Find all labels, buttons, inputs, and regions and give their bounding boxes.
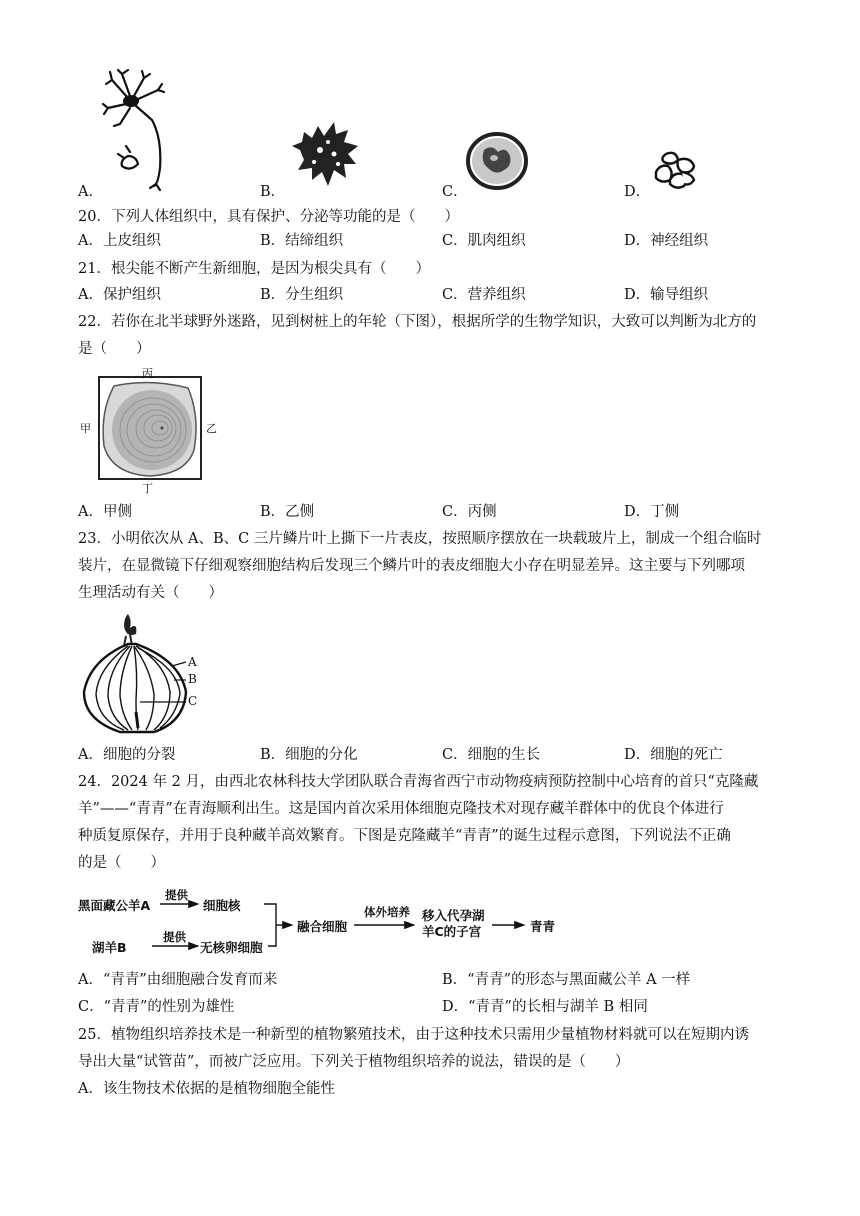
onion-label-b: B — [188, 672, 197, 686]
q20-option-b[interactable]: B．结缔组织 — [260, 233, 344, 249]
flow-transfer-line2: 羊C的子宫 — [422, 924, 482, 939]
flow-sheep-a: 黑面藏公羊A — [78, 898, 151, 913]
q24-stem-line3: 种质复原保存，并用于良种藏羊高效繁育。下图是克隆藏羊“青青”的诞生过程示意图，下列说法不正确 — [78, 828, 731, 844]
round-cell-icon — [466, 132, 528, 190]
q19-option-d-label: D． — [624, 184, 651, 200]
q23-stem-line1: 23．小明依次从 A、B、C 三片鳞片叶上撕下一片表皮，按照顺序摆放在一块载玻片上，制成一个组合临时 — [78, 531, 762, 547]
q23-option-b[interactable]: B．细胞的分化 — [260, 747, 358, 763]
q24-stem-line1: 24．2024 年 2 月，由西北农林科技大学团队联合青海省西宁市动物疫病预防控制中心培育的首只“克隆藏 — [78, 774, 759, 790]
q25-stem-line1: 25．植物组织培养技术是一种新型的植物繁殖技术，由于这种技术只需用少量植物材料就可以在短期内诱 — [78, 1027, 749, 1043]
flow-culture: 体外培养 — [364, 905, 410, 919]
onion-label-a: A — [188, 655, 197, 669]
ring-label-right: 乙 — [206, 422, 217, 435]
flow-provide-2: 提供 — [163, 930, 186, 944]
q21-option-a[interactable]: A．保护组织 — [78, 287, 161, 303]
flow-result: 青青 — [530, 919, 556, 934]
onion-label-c: C — [188, 694, 198, 708]
flow-transfer-line1: 移入代孕湖 — [422, 908, 485, 923]
q22-option-c[interactable]: C．丙侧 — [442, 504, 497, 520]
q25-option-a[interactable]: A．该生物技术依据的是植物细胞全能性 — [78, 1081, 335, 1097]
flow-nucleus: 细胞核 — [203, 898, 241, 913]
q24-option-a[interactable]: A．“青青”由细胞融合发育而来 — [78, 972, 278, 988]
q22-option-a[interactable]: A．甲侧 — [78, 504, 132, 520]
q22-option-b[interactable]: B．乙侧 — [260, 504, 315, 520]
q21-option-c[interactable]: C．营养组织 — [442, 287, 526, 303]
q23-stem-line2: 装片，在显微镜下仔细观察细胞结构后发现三个鳞片叶的表皮细胞大小存在明显差异。这主要与下列哪项 — [78, 558, 745, 574]
flow-fusion: 融合细胞 — [297, 919, 348, 934]
q19-option-a-label: A． — [78, 184, 103, 200]
flow-sheep-b: 湖羊B — [92, 940, 127, 955]
q20-option-a[interactable]: A．上皮组织 — [78, 233, 161, 249]
ring-label-left: 甲 — [80, 422, 91, 435]
flow-provide-1: 提供 — [165, 888, 188, 902]
q22-option-d[interactable]: D．丁侧 — [624, 504, 680, 520]
q24-option-b[interactable]: B．“青青”的形态与黑面藏公羊 A 一样 — [442, 972, 691, 988]
q19-option-c-label: C． — [442, 184, 468, 200]
q24-option-c[interactable]: C．“青青”的性别为雄性 — [78, 999, 235, 1015]
q22-stem-line2: 是（ ） — [78, 341, 151, 357]
q21-option-b[interactable]: B．分生组织 — [260, 287, 344, 303]
neuron-cell-icon — [100, 68, 180, 190]
tree-stump-icon — [98, 376, 202, 480]
flow-egg: 无核卵细胞 — [200, 940, 263, 955]
q21-option-d[interactable]: D．输导组织 — [624, 287, 709, 303]
q24-stem-line2: 羊”——“青青”在青海顺利出生。这是国内首次采用体细胞克隆技术对现存藏羊群体中的优良个体进行 — [78, 801, 724, 817]
q23-option-c[interactable]: C．细胞的生长 — [442, 747, 541, 763]
q20-option-d[interactable]: D．神经组织 — [624, 233, 709, 249]
q24-option-d[interactable]: D．“青青”的长相与湖羊 B 相同 — [442, 999, 648, 1015]
q24-stem-line4: 的是（ ） — [78, 855, 165, 871]
q23-option-a[interactable]: A．细胞的分裂 — [78, 747, 176, 763]
ring-label-top: 丙 — [142, 367, 153, 380]
cell-cluster-icon — [652, 150, 698, 190]
q19-option-b-label: B． — [260, 184, 286, 200]
q22-stem-line1: 22．若你在北半球野外迷路，见到树桩上的年轮（下图），根据所学的生物学知识，大致可以判断为北方的 — [78, 314, 757, 330]
q21-stem: 21．根尖能不断产生新细胞，是因为根尖具有（ ） — [78, 261, 430, 277]
q23-option-d[interactable]: D．细胞的死亡 — [624, 747, 723, 763]
q23-stem-line3: 生理活动有关（ ） — [78, 585, 223, 601]
q20-option-c[interactable]: C．肌肉组织 — [442, 233, 526, 249]
irregular-cell-icon — [290, 120, 362, 188]
ring-label-bottom: 丁 — [142, 482, 153, 495]
q20-stem: 20．下列人体组织中，具有保护、分泌等功能的是（ ） — [78, 209, 459, 225]
q25-stem-line2: 导出大量“试管苗”，而被广泛应用。下列关于植物组织培养的说法，错误的是（ ） — [78, 1054, 630, 1070]
